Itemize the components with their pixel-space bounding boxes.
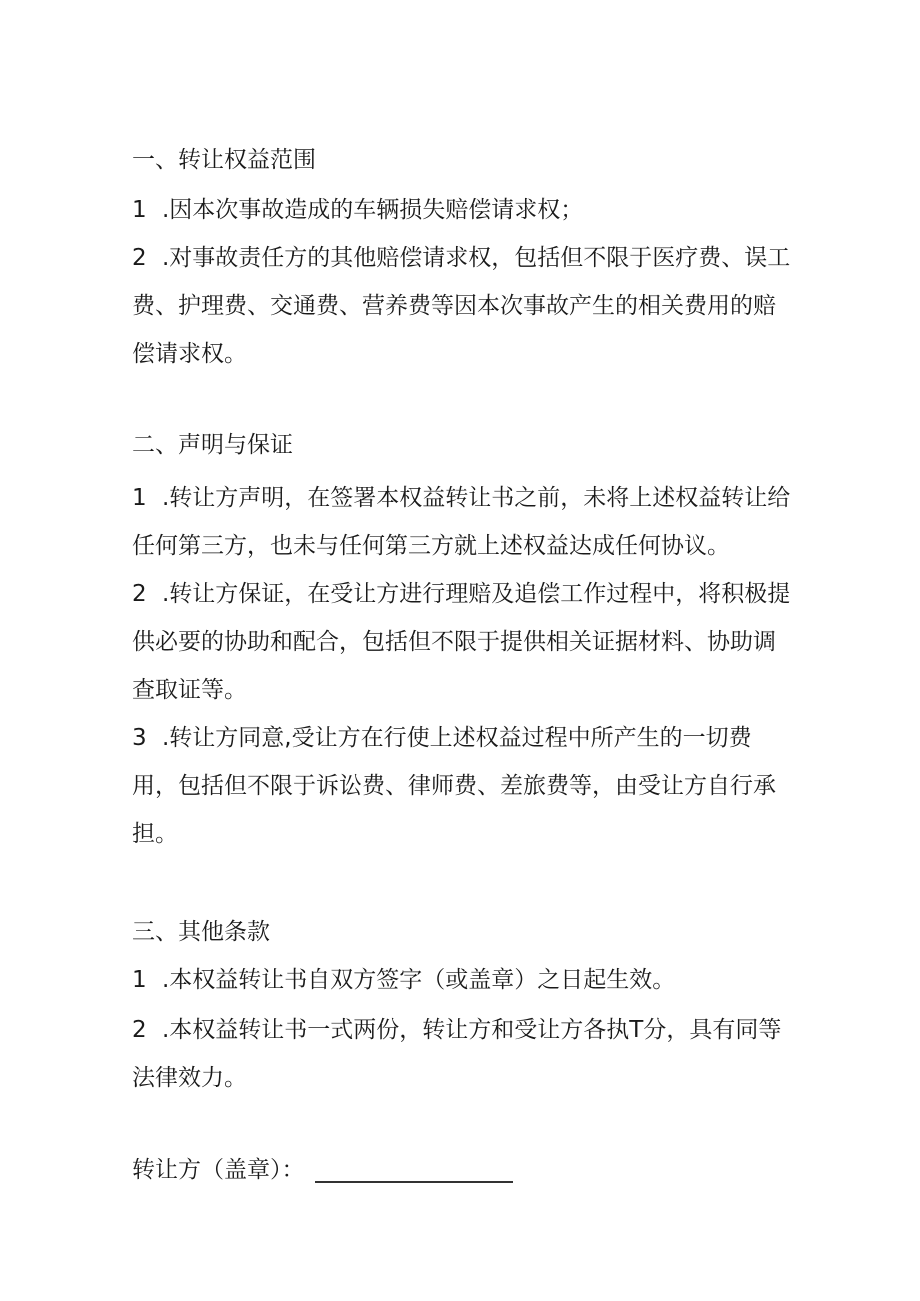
clause-line (132, 243, 790, 273)
clause-number: 1 (132, 967, 147, 993)
clause-text: .本权益转让书一式两份，转让方和受让方各执T分，具有同等 (162, 1017, 782, 1043)
clause-line: 用，包括但不限于诉讼费、律师费、差旅费等，由受让方自行承 (132, 773, 776, 799)
clause-line: 偿请求权。 (132, 341, 247, 367)
clause-number: 1 (132, 197, 147, 223)
section-heading: 三、其他条款 (132, 919, 270, 945)
clause-number: 2 (132, 245, 147, 271)
clause-line: 任何第三方，也未与任何第三方就上述权益达成任何协议。 (132, 533, 730, 559)
clause-line (132, 579, 790, 609)
clause-text: .对事故责任方的其他赔偿请求权，包括但不限于医疗费、误工 (162, 245, 791, 271)
signature-blank[interactable] (315, 1181, 513, 1183)
clause-line: 法律效力。 (132, 1065, 247, 1091)
signature-label: 转让方（盖章）： (132, 1157, 305, 1183)
clause-text: .因本次事故造成的车辆损失赔偿请求权； (162, 197, 584, 223)
clause-text: .转让方同意,受让方在行使上述权益过程中所产生的一切费 (162, 725, 752, 751)
clause-line (132, 483, 790, 513)
signature-line (132, 1155, 513, 1185)
clause-line: 费、护理费、交通费、营养费等因本次事故产生的相关费用的赔 (132, 293, 776, 319)
clause-line (132, 195, 583, 225)
clause-text: .本权益转让书自双方签字（或盖章）之日起生效。 (162, 967, 676, 993)
clause-line: 查取证等。 (132, 677, 247, 703)
clause-line (132, 965, 675, 995)
clause-line: 担。 (132, 821, 178, 847)
clause-line (132, 723, 752, 753)
clause-number: 2 (132, 581, 147, 607)
clause-number: 1 (132, 485, 147, 511)
clause-number: 2 (132, 1017, 147, 1043)
clause-line (132, 1015, 781, 1045)
clause-line: 供必要的协助和配合，包括但不限于提供相关证据材料、协助调 (132, 629, 776, 655)
section-heading: 一、转让权益范围 (132, 147, 316, 173)
clause-number: 3 (132, 725, 147, 751)
section-heading: 二、声明与保证 (132, 432, 293, 458)
clause-text: .转让方声明，在签署本权益转让书之前，未将上述权益转让给 (162, 485, 791, 511)
clause-text: .转让方保证，在受让方进行理赔及追偿工作过程中，将积极提 (162, 581, 791, 607)
